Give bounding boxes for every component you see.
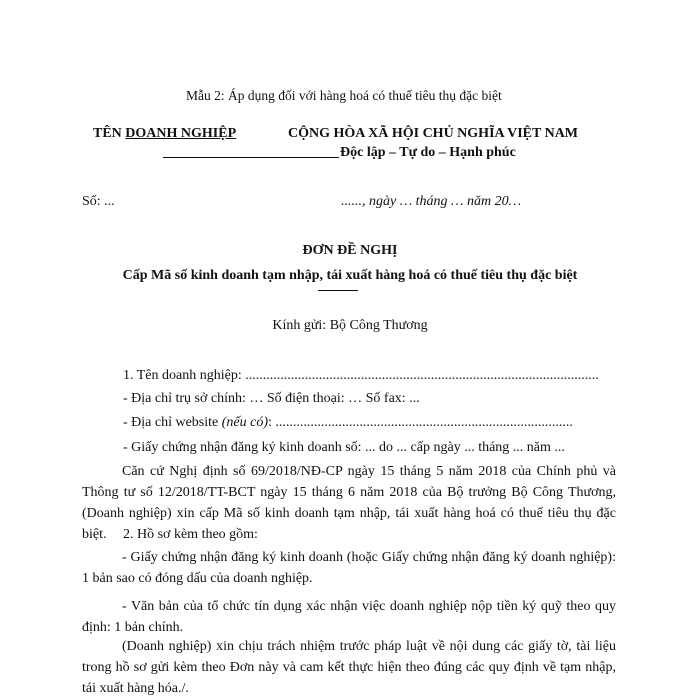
form-template-note: Mẫu 2: Áp dụng đối với hàng hoá có thuế tiêu thụ đặc biệt xyxy=(186,88,502,103)
document-subtitle: Cấp Mã số kinh doanh tạm nhập, tái xuất hàng hoá có thuế tiêu thụ đặc biệt xyxy=(122,268,578,283)
document-date: ......, ngày … tháng … năm 20… xyxy=(341,194,522,209)
legal-basis-paragraph: Căn cứ Nghị định số 69/2018/NĐ-CP ngày 15 tháng 5 năm 2018 của Chính phủ và Thông tư số 12/2018/TT-BCT ngày 15 tháng 6 năm 2018 của Bộ trưởng Bộ Công Thương, (Doanh nghiệp) xin cấp Mã số kinh doanh tạm nhập, tái xuất hàng hoá có thuế tiêu thụ đặc biệt. xyxy=(82,464,616,542)
dossier-heading: 2. Hồ sơ kèm theo gồm: xyxy=(123,527,258,542)
field-website-suffix: : ..................................................................................... xyxy=(268,415,573,430)
dossier-item-business-registration: - Giấy chứng nhận đăng ký kinh doanh (hoặc Giấy chứng nhận đăng ký doanh nghiệp): 1 bản sao có đóng dấu của doanh nghiệp. xyxy=(82,550,616,586)
document-number: Số: ... xyxy=(82,194,115,209)
document-title: ĐƠN ĐỀ NGHỊ xyxy=(302,243,398,258)
field-company-name: 1. Tên doanh nghiệp: ..................................................................................................... xyxy=(123,368,599,383)
field-business-certificate: - Giấy chứng nhận đăng ký kinh doanh số: ... do ... cấp ngày ... tháng ... năm ... xyxy=(123,440,565,455)
national-title: CỘNG HÒA XÃ HỘI CHỦ NGHĨA VIỆT NAM xyxy=(288,126,579,141)
company-name-label-prefix: TÊN xyxy=(93,126,126,141)
field-head-office-address: - Địa chỉ trụ sở chính: … Số điện thoại: … Số fax: ... xyxy=(123,391,420,406)
dossier-item-deposit-confirmation: - Văn bản của tổ chức tín dụng xác nhận việc doanh nghiệp nộp tiền ký quỹ theo quy định: 1 bản chính. xyxy=(82,599,616,635)
title-separator xyxy=(318,290,358,291)
company-name-underline xyxy=(163,157,339,158)
company-name-label-underlined: DOANH NGHIỆP xyxy=(125,126,237,141)
commitment-paragraph: (Doanh nghiệp) xin chịu trách nhiệm trước pháp luật về nội dung các giấy tờ, tài liệu trong hồ sơ gửi kèm theo Đơn này và cam kết thực hiện theo đúng các quy định về tạm nhập, tái xuất hàng hóa./. xyxy=(82,639,616,696)
recipient-line: Kính gửi: Bộ Công Thương xyxy=(272,318,428,333)
company-name-label xyxy=(93,126,236,142)
field-website-prefix: - Địa chỉ website xyxy=(123,415,222,430)
field-website xyxy=(123,415,573,431)
national-motto: Độc lập – Tự do – Hạnh phúc xyxy=(340,145,516,160)
field-website-note: (nếu có) xyxy=(221,415,269,430)
